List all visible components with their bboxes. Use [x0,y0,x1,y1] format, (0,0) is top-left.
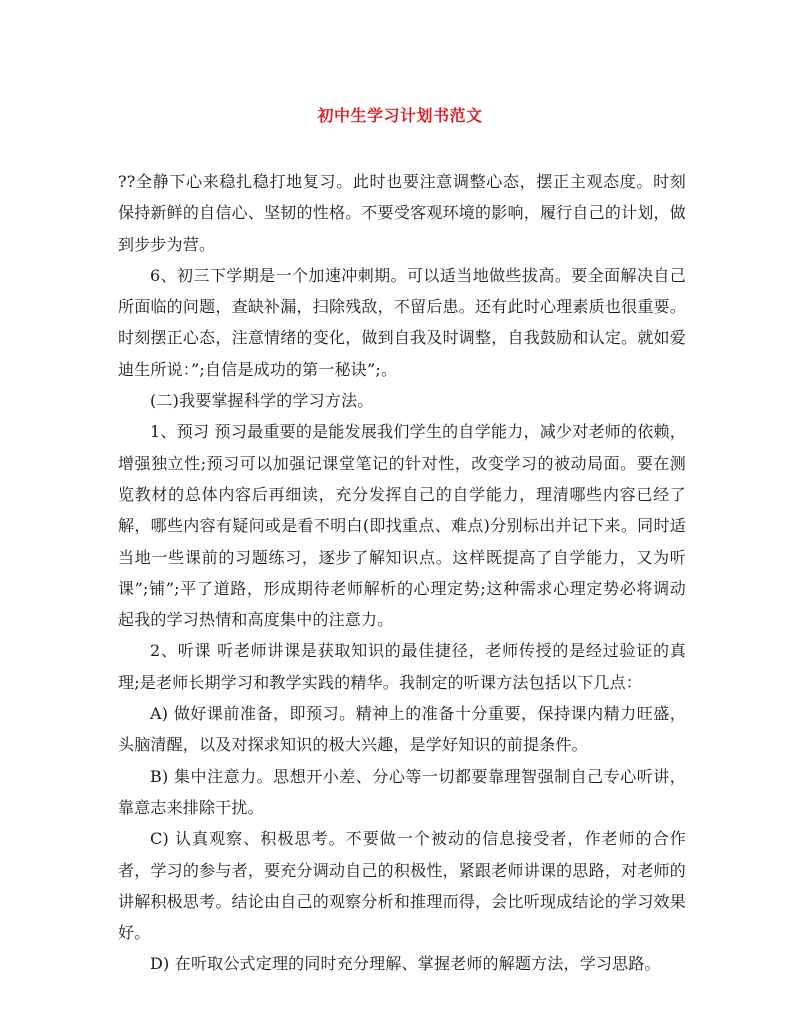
paragraph-9: D) 在听取公式定理的同时充分理解、掌握老师的解题方法，学习思路。 [150,954,661,974]
paragraph-5: 2、听课 听老师讲课是获取知识的最佳捷径，老师传授的是经过验证的真理;是老师长期学习和教学实践的精华。我制定的听课方法包括以下几点： [118,641,686,692]
paragraph-3: (二)我要掌握科学的学习方法。 [150,391,374,411]
paragraph-4: 1、预习 预习最重要的是能发展我们学生的自学能力，减少对老师的依赖，增强独立性;预习可以加强记课堂笔记的针对性，改变学习的被动局面。要在测览教材的总体内容后再细读，充分发挥自己的自学能力，理清哪些内容已经了解，哪些内容有疑问或是看不明白(即找重点、难点)分别标出并记下来。同时适当地一些课前的习题练习，逐步了解知识点。这样既提高了自学能力，又为听课”;铺”;平了道路，形成期待老师解析的心理定势;这种需求心理定势必将调动起我的学习热情和高度集中的注意力。 [118,422,686,630]
paragraph-1: ??全静下心来稳扎稳打地复习。此时也要注意调整心态，摆正主观态度。时刻保持新鲜的自信心、坚韧的性格。不要受客观环境的影响，履行自己的计划，做到步步为营。 [118,172,686,254]
paragraph-7: B) 集中注意力。思想开小差、分心等一切都要靠理智强制自己专心听讲，靠意志来排除干扰。 [118,766,686,817]
paragraph-2: 6、初三下学期是一个加速冲刺期。可以适当地做些拔高。要全面解决自己所面临的问题，查缺补漏，扫除残敌，不留后患。还有此时心理素质也很重要。时刻摆正心态，注意情绪的变化，做到自我及时调整，自我鼓励和认定。就如爱迪生所说：”;自信是成功的第一秘诀”;。 [118,265,686,379]
document-title: 初中生学习计划书范文 [317,106,483,125]
paragraph-6: A) 做好课前准备，即预习。精神上的准备十分重要，保持课内精力旺盛，头脑清醒，以及对探求知识的极大兴趣，是学好知识的前提条件。 [118,704,686,755]
paragraph-8: C) 认真观察、积极思考。不要做一个被动的信息接受者，作老师的合作者，学习的参与者，要充分调动自己的积极性，紧跟老师讲课的思路，对老师的讲解积极思考。结论由自己的观察分析和推理而得，会比听现成结论的学习效果好。 [118,829,686,943]
document-body [118,166,686,980]
